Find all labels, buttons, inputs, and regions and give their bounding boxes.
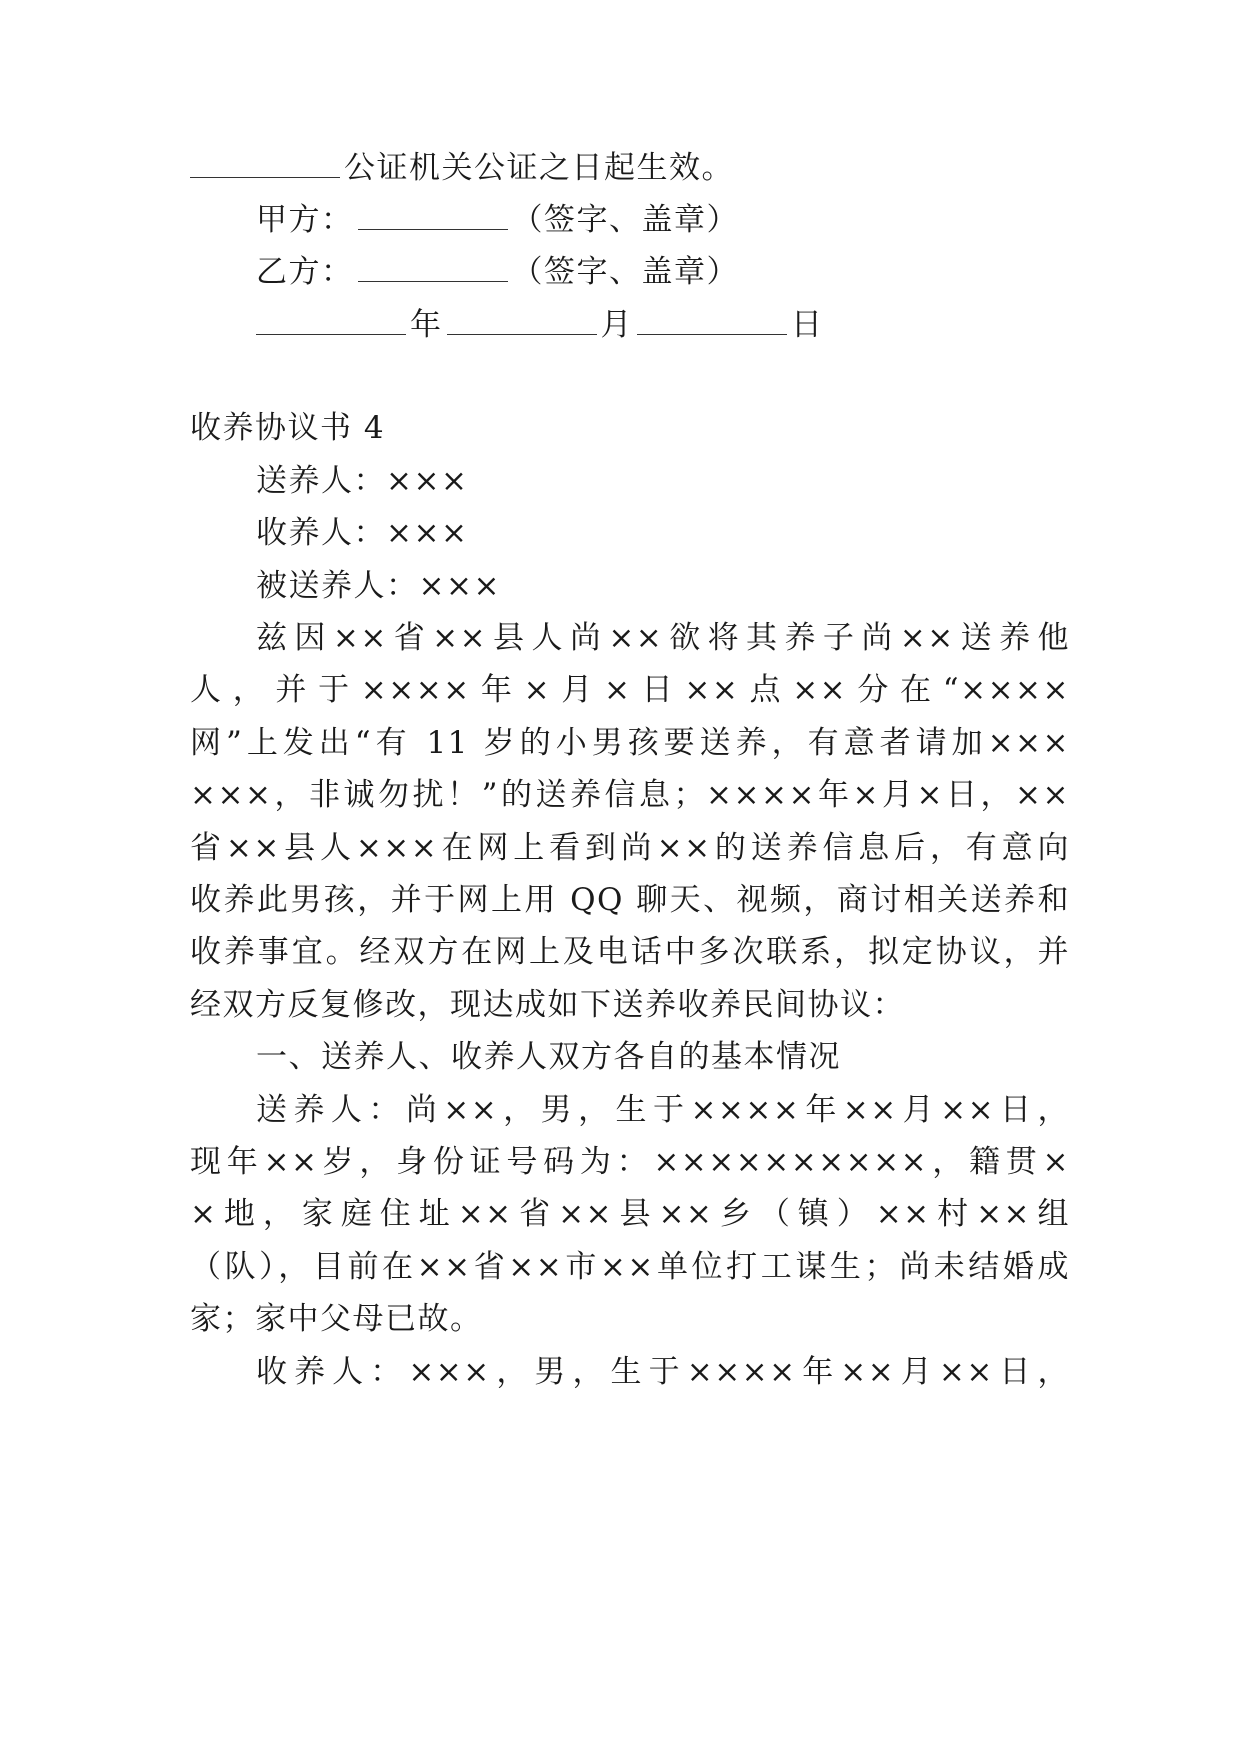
intro-paragraph-line: ×××，非诚勿扰！”的送养信息；××××年×月×日，×× <box>190 777 1070 813</box>
blank-underline <box>256 306 406 335</box>
intro-paragraph-line: 经双方反复修改，现达成如下送养收养民间协议： <box>190 987 905 1023</box>
date-month-label: 月 <box>600 307 633 343</box>
section-heading: 一、送养人、收养人双方各自的基本情况 <box>256 1039 841 1075</box>
blank-underline <box>637 306 787 335</box>
party-a-note: （签字、盖章） <box>511 202 739 238</box>
intro-paragraph-line: 收养此男孩，并于网上用 QQ 聊天、视频，商讨相关送养和 <box>190 882 1070 918</box>
intro-paragraph-line: 省××县人×××在网上看到尚××的送养信息后，有意向 <box>190 830 1070 866</box>
party-a-label: 甲方： <box>256 202 354 238</box>
effective-clause-text: 公证机关公证之日起生效。 <box>344 150 734 186</box>
intro-paragraph-line: 人，并于××××年×月×日××点××分在“×××× <box>190 672 1070 708</box>
blank-underline <box>447 306 597 335</box>
blank-underline <box>358 253 508 282</box>
adoptee-line: 被送养人：××× <box>256 568 501 604</box>
adopter-line: 收养人：××× <box>256 515 469 551</box>
effective-clause-line <box>190 148 1070 188</box>
agreement-title: 收养协议书 4 <box>190 410 386 446</box>
sender-detail-line: 家；家中父母已故。 <box>190 1301 483 1337</box>
adopter-detail-line: 收养人：×××，男，生于××××年××月××日， <box>256 1354 1070 1390</box>
sender-detail-line: 现年××岁，身份证号码为：××××××××××，籍贯× <box>190 1144 1070 1180</box>
party-a-signature-line <box>256 200 1070 240</box>
blank-underline <box>358 201 508 230</box>
sender-detail-line: 送养人：尚××，男，生于××××年××月××日， <box>256 1092 1070 1128</box>
sender-detail-line: （队），目前在××省××市××单位打工谋生；尚未结婚成 <box>190 1249 1070 1285</box>
sender-line: 送养人：××× <box>256 463 469 499</box>
intro-paragraph-line: 网”上发出“有 11 岁的小男孩要送养，有意者请加××× <box>190 725 1070 761</box>
intro-paragraph-line: 收养事宜。经双方在网上及电话中多次联系，拟定协议，并 <box>190 934 1070 970</box>
party-b-label: 乙方： <box>256 254 354 290</box>
party-b-signature-line <box>256 252 1070 292</box>
date-day-label: 日 <box>791 307 824 343</box>
date-line <box>256 305 1070 345</box>
date-year-label: 年 <box>410 307 443 343</box>
blank-underline <box>190 149 340 178</box>
sender-detail-line: ×地，家庭住址××省××县××乡（镇）××村××组 <box>190 1196 1070 1232</box>
party-b-note: （签字、盖章） <box>511 254 739 290</box>
intro-paragraph-line: 兹因××省××县人尚××欲将其养子尚××送养他 <box>256 620 1070 656</box>
